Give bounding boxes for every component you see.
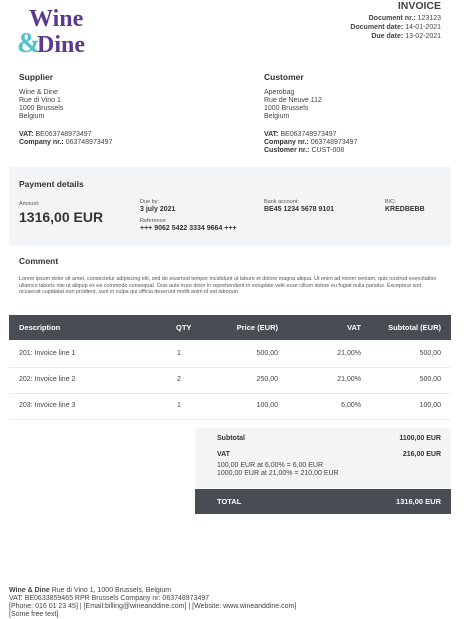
supplier-ids	[19, 131, 112, 147]
amount-label: Amount:	[19, 201, 40, 207]
row-subtotal: 100,00	[419, 402, 441, 409]
payment-details-panel	[9, 167, 451, 246]
comment-heading: Comment	[19, 256, 59, 266]
customer-vat: BE063748973497	[280, 131, 337, 138]
subtotal-value: 1100,00 EUR	[399, 435, 441, 442]
supplier-company-label: Company nr.:	[19, 139, 64, 146]
supplier-address	[19, 89, 63, 121]
row-qty: 1	[177, 402, 181, 409]
row-price: 250,00	[256, 376, 278, 383]
row-qty: 2	[177, 376, 181, 383]
col-qty: QTY	[176, 323, 192, 332]
supplier-country: Belgium	[19, 113, 45, 120]
total-value: 1316,00 EUR	[395, 497, 441, 506]
logo-line2: Dine	[37, 32, 85, 56]
row-vat: 21,00%	[337, 376, 361, 383]
totals-panel	[195, 428, 451, 488]
footer	[9, 587, 459, 619]
customer-ids	[264, 131, 357, 155]
total-bar	[195, 489, 451, 514]
reference-value: +++ 9062 5422 3334 9664 +++	[140, 225, 237, 232]
footer-name: Wine & Dine	[9, 587, 50, 594]
row-price: 100,00	[256, 402, 278, 409]
doc-date: 14-01-2021	[405, 24, 441, 31]
row-vat: 21,00%	[337, 350, 361, 357]
row-subtotal: 500,00	[419, 376, 441, 383]
row-qty: 1	[177, 350, 181, 357]
col-description: Description	[19, 323, 61, 332]
supplier-heading: Supplier	[19, 72, 54, 82]
row-description: 203: Invoice line 3	[19, 402, 76, 409]
col-price: Price (EUR)	[236, 323, 278, 332]
dueby-value: 3 july 2021	[140, 206, 176, 213]
logo-line1: Wine	[29, 6, 84, 32]
total-label: TOTAL	[217, 497, 242, 506]
footer-line-2: VAT: BE0633859465 RPR Brussels Company nr: 063748973497	[9, 595, 210, 602]
dueby-label: Due by:	[140, 199, 159, 205]
customer-heading: Customer	[264, 72, 304, 82]
doc-number-label: Document nr.:	[368, 15, 416, 22]
footer-address: Rue di Vino 1, 1000 Brussels, Belgium	[49, 587, 172, 594]
customer-vat-label: VAT:	[264, 131, 279, 138]
bank-value: BE45 1234 5678 9101	[264, 206, 335, 213]
customer-country: Belgium	[264, 113, 290, 120]
footer-line-3: [Phone: 016 01 23 45] | [Email:billing@wineanddine.com] | [Website: www.wineanddine.com]	[9, 603, 297, 610]
customer-number: CUST-008	[311, 147, 345, 154]
amount-value: 1316,00 EUR	[19, 209, 104, 225]
row-price: 500,00	[256, 350, 278, 357]
footer-line-4: [Some free text]	[9, 611, 59, 618]
supplier-name: Wine & Dine	[19, 89, 58, 96]
customer-street: Rue de Neuve 112	[264, 97, 322, 104]
table-row	[9, 341, 451, 368]
customer-name: Aperobag	[264, 89, 295, 96]
customer-city: 1000 Brussels	[264, 105, 309, 112]
row-vat: 6,00%	[341, 402, 361, 409]
customer-address	[264, 89, 322, 121]
doc-number: 123123	[417, 15, 441, 22]
invoice-meta	[350, 14, 441, 41]
customer-number-label: Customer nr.:	[264, 147, 310, 154]
supplier-street: Rue di Vino 1	[19, 97, 61, 104]
invoice-title: INVOICE	[397, 0, 441, 12]
customer-company: 063748973497	[310, 139, 358, 146]
vat-label: VAT	[217, 451, 230, 458]
supplier-vat: BE063748973497	[35, 131, 92, 138]
subtotal-label: Subtotal	[217, 435, 245, 442]
reference-label: Reference:	[140, 218, 167, 224]
customer-company-label: Company nr.:	[264, 139, 309, 146]
bank-label: Bank account:	[264, 199, 299, 205]
bic-label: BIC:	[385, 199, 396, 205]
items-table-header	[9, 315, 451, 340]
col-subtotal: Subtotal (EUR)	[388, 323, 441, 332]
col-vat: VAT	[347, 323, 361, 332]
row-description: 202: Invoice line 2	[19, 376, 76, 383]
company-logo	[17, 4, 109, 56]
supplier-city: 1000 Brussels	[19, 105, 64, 112]
row-subtotal: 500,00	[419, 350, 441, 357]
due-date-label: Due date:	[371, 33, 404, 40]
supplier-company: 063748973497	[65, 139, 113, 146]
vat-value: 216,00 EUR	[402, 451, 441, 458]
bic-value: KREDBEBB	[385, 206, 425, 213]
table-row	[9, 367, 451, 394]
vat-breakdown	[217, 462, 339, 478]
supplier-vat-label: VAT:	[19, 131, 34, 138]
logo-ampersand: &	[17, 28, 41, 56]
vat-line-1: 100,00 EUR at 6,00% = 6,00 EUR	[217, 462, 324, 469]
doc-date-label: Document date:	[350, 24, 404, 31]
table-row	[9, 393, 451, 420]
due-date: 13-02-2021	[405, 33, 441, 40]
vat-line-2: 1000,00 EUR at 21,00% = 210,00 EUR	[217, 470, 339, 477]
comment-text: Lorem ipsum dolor sit amet, consectetur adipiscing elit, sed do eiusmod tempor incididunt ut labore et dolore magna aliqua. Ut enim ad minim veniam, quis nostrud exercitation ullamco laboris nisi ut aliquip ex ea commodo consequat. Duis aute irure dolor in reprehenderit in voluptate velit esse cillum dolore eu fugiat nulla pariatur. Excepteur sint occaecat cupidatat non proident, sunt in culpa qui officia deserunt mollit anim id est laborum.	[19, 276, 437, 295]
row-description: 201: Invoice line 1	[19, 350, 76, 357]
payment-heading: Payment details	[19, 179, 84, 189]
